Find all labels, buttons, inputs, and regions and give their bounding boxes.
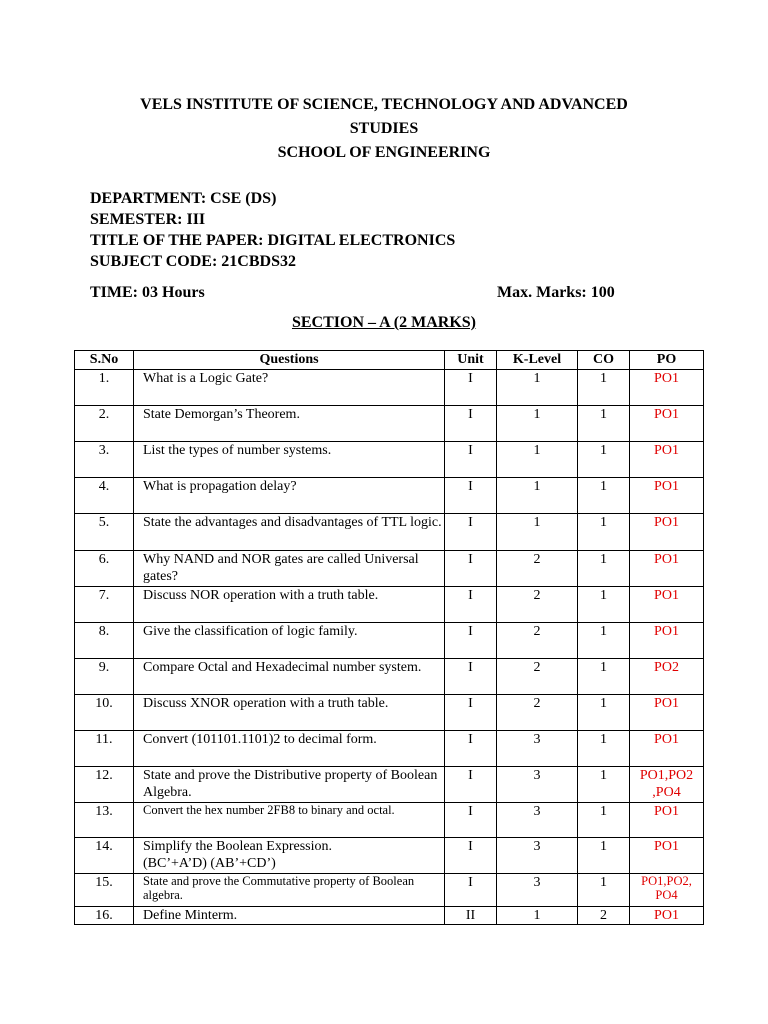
po-cell: PO1 [630, 838, 704, 874]
po-cell: PO1 [630, 907, 704, 925]
co-cell: 1 [578, 551, 630, 587]
k-level-cell: 2 [497, 587, 578, 623]
time-duration: TIME: 03 Hours [90, 284, 205, 301]
column-header: S.No [75, 351, 134, 370]
row-number: 9. [75, 659, 134, 695]
table-row [75, 406, 704, 442]
question-text: State and prove the Commutative property of Boolean algebra. [134, 874, 445, 907]
question-text: Compare Octal and Hexadecimal number system. [134, 659, 445, 695]
table-row [75, 874, 704, 907]
k-level-cell: 1 [497, 406, 578, 442]
co-cell: 1 [578, 803, 630, 838]
column-header: K-Level [497, 351, 578, 370]
paper-details [90, 188, 455, 272]
co-cell: 2 [578, 907, 630, 925]
po-cell: PO1 [630, 514, 704, 551]
unit-cell: II [445, 907, 497, 925]
table-row [75, 659, 704, 695]
unit-cell: I [445, 874, 497, 907]
k-level-cell: 3 [497, 731, 578, 767]
header-line-3: SCHOOL OF ENGINEERING [277, 144, 491, 161]
unit-cell: I [445, 587, 497, 623]
co-cell: 1 [578, 731, 630, 767]
po-cell: PO1,PO2, PO4 [630, 874, 704, 907]
question-text: What is a Logic Gate? [134, 370, 445, 406]
po-cell: PO1 [630, 623, 704, 659]
table-row [75, 370, 704, 406]
co-cell: 1 [578, 874, 630, 907]
unit-cell: I [445, 803, 497, 838]
k-level-cell: 2 [497, 623, 578, 659]
po-cell: PO1 [630, 478, 704, 514]
k-level-cell: 1 [497, 907, 578, 925]
header-line-1: VELS INSTITUTE OF SCIENCE, TECHNOLOGY AND ADVANCED [140, 96, 628, 113]
row-number: 10. [75, 695, 134, 731]
k-level-cell: 3 [497, 803, 578, 838]
question-text: Discuss NOR operation with a truth table. [134, 587, 445, 623]
unit-cell: I [445, 514, 497, 551]
co-cell: 1 [578, 370, 630, 406]
column-header: Unit [445, 351, 497, 370]
table-row [75, 803, 704, 838]
subject-code: SUBJECT CODE: 21CBDS32 [90, 253, 296, 270]
question-text: Simplify the Boolean Expression. (BC’+A’D) (AB’+CD’) [134, 838, 445, 874]
table-row [75, 623, 704, 659]
co-cell: 1 [578, 587, 630, 623]
column-header: Questions [134, 351, 445, 370]
po-cell: PO1 [630, 370, 704, 406]
co-cell: 1 [578, 478, 630, 514]
k-level-cell: 2 [497, 659, 578, 695]
co-cell: 1 [578, 767, 630, 803]
question-text: State Demorgan’s Theorem. [134, 406, 445, 442]
row-number: 12. [75, 767, 134, 803]
k-level-cell: 3 [497, 838, 578, 874]
unit-cell: I [445, 838, 497, 874]
column-header: PO [630, 351, 704, 370]
co-cell: 1 [578, 838, 630, 874]
row-number: 8. [75, 623, 134, 659]
row-number: 11. [75, 731, 134, 767]
po-cell: PO1 [630, 803, 704, 838]
table-row [75, 838, 704, 874]
max-marks: Max. Marks: 100 [497, 284, 615, 301]
co-cell: 1 [578, 659, 630, 695]
question-text: List the types of number systems. [134, 442, 445, 478]
section-title: SECTION – A (2 MARKS) [291, 314, 477, 331]
questions-table [74, 350, 704, 925]
co-cell: 1 [578, 442, 630, 478]
k-level-cell: 1 [497, 478, 578, 514]
co-cell: 1 [578, 695, 630, 731]
unit-cell: I [445, 731, 497, 767]
po-cell: PO2 [630, 659, 704, 695]
k-level-cell: 2 [497, 551, 578, 587]
k-level-cell: 1 [497, 442, 578, 478]
po-cell: PO1 [630, 551, 704, 587]
header-line-2: STUDIES [349, 120, 419, 137]
unit-cell: I [445, 695, 497, 731]
table-row [75, 551, 704, 587]
unit-cell: I [445, 442, 497, 478]
row-number: 13. [75, 803, 134, 838]
k-level-cell: 1 [497, 514, 578, 551]
question-text: Why NAND and NOR gates are called Universal gates? [134, 551, 445, 587]
row-number: 4. [75, 478, 134, 514]
semester: SEMESTER: III [90, 211, 206, 228]
table-row [75, 767, 704, 803]
unit-cell: I [445, 406, 497, 442]
question-text: State the advantages and disadvantages of TTL logic. [134, 514, 445, 551]
row-number: 6. [75, 551, 134, 587]
po-cell: PO1 [630, 731, 704, 767]
table-row [75, 478, 704, 514]
row-number: 1. [75, 370, 134, 406]
column-header: CO [578, 351, 630, 370]
question-text: Define Minterm. [134, 907, 445, 925]
co-cell: 1 [578, 623, 630, 659]
unit-cell: I [445, 551, 497, 587]
table-row [75, 442, 704, 478]
question-text: Discuss XNOR operation with a truth table. [134, 695, 445, 731]
table-row [75, 907, 704, 925]
table-row [75, 587, 704, 623]
unit-cell: I [445, 767, 497, 803]
row-number: 3. [75, 442, 134, 478]
paper-title: TITLE OF THE PAPER: DIGITAL ELECTRONICS [90, 232, 456, 249]
unit-cell: I [445, 623, 497, 659]
po-cell: PO1,PO2 ,PO4 [630, 767, 704, 803]
k-level-cell: 1 [497, 370, 578, 406]
row-number: 7. [75, 587, 134, 623]
institute-title [60, 93, 708, 165]
table-row [75, 731, 704, 767]
table-header-row [75, 351, 704, 370]
question-text: Convert (101101.1101)2 to decimal form. [134, 731, 445, 767]
unit-cell: I [445, 370, 497, 406]
question-text: Give the classification of logic family. [134, 623, 445, 659]
row-number: 16. [75, 907, 134, 925]
row-number: 15. [75, 874, 134, 907]
row-number: 14. [75, 838, 134, 874]
k-level-cell: 3 [497, 767, 578, 803]
unit-cell: I [445, 478, 497, 514]
department: DEPARTMENT: CSE (DS) [90, 190, 277, 207]
k-level-cell: 2 [497, 695, 578, 731]
k-level-cell: 3 [497, 874, 578, 907]
po-cell: PO1 [630, 406, 704, 442]
po-cell: PO1 [630, 587, 704, 623]
row-number: 5. [75, 514, 134, 551]
question-text: State and prove the Distributive property of Boolean Algebra. [134, 767, 445, 803]
po-cell: PO1 [630, 442, 704, 478]
po-cell: PO1 [630, 695, 704, 731]
question-text: What is propagation delay? [134, 478, 445, 514]
row-number: 2. [75, 406, 134, 442]
question-text: Convert the hex number 2FB8 to binary and octal. [134, 803, 445, 838]
table-row [75, 695, 704, 731]
unit-cell: I [445, 659, 497, 695]
co-cell: 1 [578, 406, 630, 442]
co-cell: 1 [578, 514, 630, 551]
table-row [75, 514, 704, 551]
